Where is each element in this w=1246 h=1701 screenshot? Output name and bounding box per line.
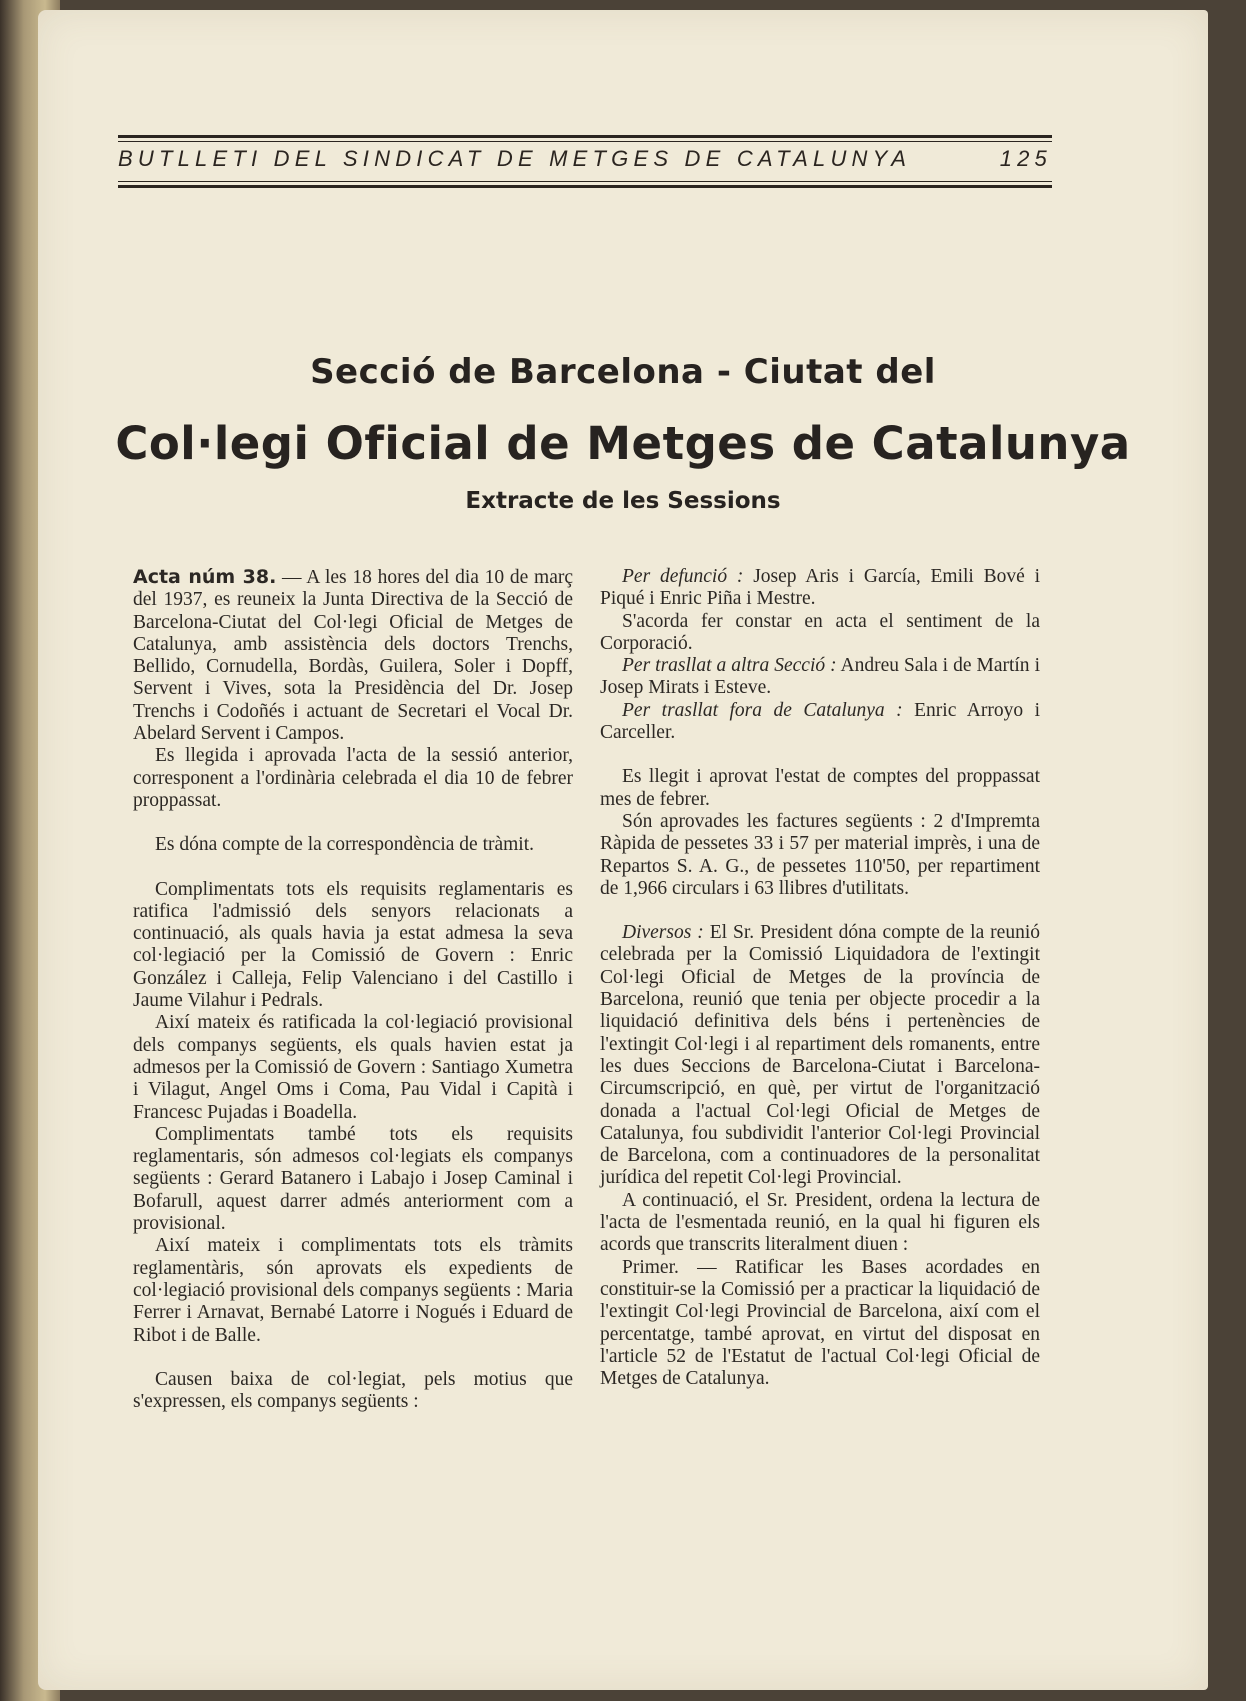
paragraph xyxy=(600,566,1040,611)
italic-label: Per trasllat fora de Catalunya : xyxy=(622,699,903,721)
right-column xyxy=(600,566,1040,1390)
paragraph-text: Andreu Sala i de Martín i Josep Mirats i Esteve. xyxy=(600,655,1040,699)
section-subtitle: Secció de Barcelona - Ciutat del xyxy=(310,352,936,392)
paragraph xyxy=(133,566,573,745)
header-rule-bottom xyxy=(118,185,1052,188)
page-number: 125 xyxy=(999,146,1052,171)
paragraph: Primer. — Ratificar les Bases acordades en constituir-se la Comissió per a practicar la liquidació de l'extingit Col·legi Provincial de Barcelona, així com el percentatge, també aprovat, en virtut del disposat en l'article 52 de l'Estatut de l'actual Col·legi Oficial de Metges de Catalunya. xyxy=(600,1256,1040,1390)
paragraph: Complimentats també tots els requisits reglamentaris, són admesos col·legiats els companys següents : Gerard Batanero i Labajo i Josep Caminal i Bofarull, aquest darrer admés anteriorment com a provisional. xyxy=(133,1123,573,1235)
italic-label: Per defunció : xyxy=(622,566,744,587)
header-rule-top xyxy=(118,135,1052,138)
paragraph: Així mateix i complimentats tots els tràmits reglamentàris, són aprovats els expedients de col·legiació provisional dels companys següents : Maria Ferrer i Arnavat, Bernabé Latorre i Nogués i Eduard de Ribot i de Balle. xyxy=(133,1235,573,1346)
paragraph: S'acorda fer constar en acta el sentiment de la Corporació. xyxy=(600,610,1040,654)
paragraph xyxy=(600,922,1040,1190)
acta-label: Acta núm 38. xyxy=(133,566,277,588)
paragraph: Es llegit i aprovat l'estat de comptes del proppassat mes de febrer. xyxy=(600,766,1040,810)
header-rule-top-thin xyxy=(118,141,1052,142)
italic-label: Diversos : xyxy=(622,922,704,944)
running-header xyxy=(118,146,1052,172)
left-column xyxy=(133,566,573,1413)
paragraph: A continuació, el Sr. President, ordena la lectura de l'acta de l'esmentada reunió, en la qual hi figuren els acords que transcrits literalment diuen : xyxy=(600,1189,1040,1256)
paragraph: Es dóna compte de la correspondència de tràmit. xyxy=(155,834,535,856)
section-heading: Extracte de les Sessions xyxy=(465,488,781,514)
paragraph: Són aprovades les factures següents : 2 d'Impremta Ràpida de pessetes 33 i 57 per material imprès, i una de Repartos S. A. G., de pessetes 110'50, per repartiment de 1,966 circulars i 63 llibres d'utilitats. xyxy=(600,810,1040,899)
paragraph: Així mateix és ratificada la col·legiació provisional dels companys següents, els quals havien estat ja admesos per la Comissió de Govern : Santiago Xumetra i Vilagut, Angel Oms i Coma, Pau Vidal i Capità i Francesc Pujadas i Boadella. xyxy=(133,1012,573,1123)
paragraph: Complimentats tots els requisits reglamentaris es ratifica l'admissió dels senyors relacionats a continuació, als quals havia ja estat admesa la seva col·legiació per la Comissió de Govern : Enric González i Calleja, Felip Valenciano i del Castillo i Jaume Vilahur i Pedrals. xyxy=(133,878,573,1012)
paragraph xyxy=(600,700,1040,745)
paragraph-text: — A les 18 hores del dia 10 de març del 1937, es reuneix la Junta Directiva de la Secció de Barcelona-Ciutat del Col·legi Oficial de Metges de Catalunya, amb assistència dels doctors Trenchs, Bellido, Cornudella, Bordàs, Guilera, Soler i Dopff, Servent i Vives, sota la Presidència del Dr. Josep Trenchs i Codoñés i actuant de Secretari el Vocal Dr. Abelard Servent i Campos. xyxy=(133,567,573,745)
paragraph-text: Josep Aris i García, Emili Bové i Piqué i Enric Piña i Mestre. xyxy=(600,566,1040,610)
paragraph-text: El Sr. President dóna compte de la reunió celebrada per la Comissió Liquidadora de l'extingit Col·legi Oficial de Metges de la província de Barcelona, reunió que tenia per objecte procedir a la liquidació definitiva dels béns i pertenències de l'extingit Col·legi i al repartiment dels romanents, entre les dues Seccions de Barcelona-Ciutat i Barcelona-Circumscripció, en què, per virtut de l'organització donada a l'actual Col·legi Oficial de Metges de Catalunya, fou subdividit l'anterior Col·legi Provincial de Barcelona, com a continuadores de la personalitat jurídica del repetit Col·legi Provincial. xyxy=(600,922,1040,1189)
header-rule-bottom-thin xyxy=(118,181,1052,182)
italic-label: Per trasllat a altra Secció : xyxy=(622,655,837,677)
paragraph-text: Enric Arroyo i Carceller. xyxy=(600,699,1041,744)
paragraph xyxy=(600,655,1040,700)
page-title: Col·legi Oficial de Metges de Catalunya xyxy=(115,417,1131,470)
publication-title: BUTLLETI DEL SINDICAT DE METGES DE CATALUNYA xyxy=(118,146,912,171)
paragraph: Es llegida i aprovada l'acta de la sessió anterior, corresponent a l'ordinària celebrada el dia 10 de febrer proppassat. xyxy=(133,745,573,811)
paragraph: Causen baixa de col·legiat, pels motius que s'expressen, els companys següents : xyxy=(133,1368,573,1413)
